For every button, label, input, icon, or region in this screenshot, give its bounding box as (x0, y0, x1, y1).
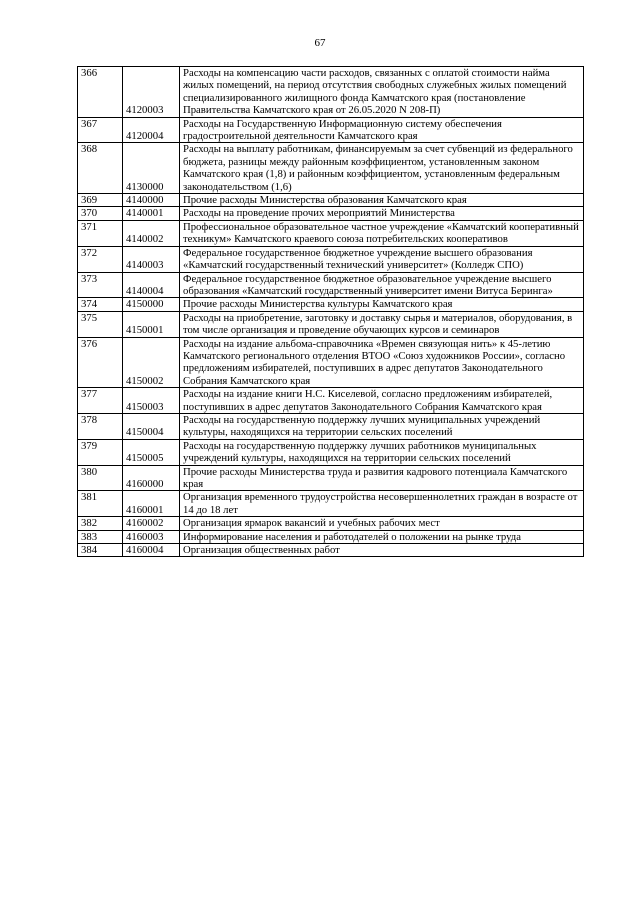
row-number: 379 (78, 439, 123, 465)
row-code: 4160004 (123, 544, 180, 557)
table-row (78, 220, 584, 246)
row-code: 4160000 (123, 465, 180, 491)
table-row (78, 465, 584, 491)
row-number: 367 (78, 117, 123, 143)
row-description: Информирование населения и работодателей о положении на рынке труда (180, 530, 584, 543)
table-body (78, 67, 584, 557)
table-row (78, 67, 584, 118)
row-code: 4130000 (123, 143, 180, 194)
row-number: 373 (78, 272, 123, 298)
row-number: 384 (78, 544, 123, 557)
table-row (78, 517, 584, 530)
row-code: 4120004 (123, 117, 180, 143)
row-description: Прочие расходы Министерства труда и развития кадрового потенциала Камчатского края (180, 465, 584, 491)
row-description: Прочие расходы Министерства культуры Камчатского края (180, 298, 584, 311)
row-code: 4160001 (123, 491, 180, 517)
row-code: 4150002 (123, 337, 180, 388)
table-row (78, 337, 584, 388)
page-number: 67 (314, 37, 326, 49)
row-number: 381 (78, 491, 123, 517)
row-description: Расходы на приобретение, заготовку и доставку сырья и материалов, оборудования, в том числе организация и проведение обучающих курсов и семинаров (180, 311, 584, 337)
budget-codes-table (77, 66, 584, 557)
row-number: 382 (78, 517, 123, 530)
row-code: 4150001 (123, 311, 180, 337)
row-number: 371 (78, 220, 123, 246)
row-code: 4140004 (123, 272, 180, 298)
row-description: Федеральное государственное бюджетное образовательное учреждение высшего образования «Камчатский государственный университет имени Витуса Беринга» (180, 272, 584, 298)
row-description: Федеральное государственное бюджетное учреждение высшего образования «Камчатский государственный технический университет» (Колледж СПО) (180, 246, 584, 272)
row-number: 376 (78, 337, 123, 388)
row-description: Расходы на издание альбома-справочника «Времен связующая нить» к 45-летию Камчатского регионального отделения ВТОО «Союз художников России», согласно предложениям избирателей, поступивших в адрес депутатов Законодательного Собрания Камчатского края (180, 337, 584, 388)
row-number: 377 (78, 388, 123, 414)
row-description: Расходы на издание книги Н.С. Киселевой, согласно предложениям избирателей, поступивших в адрес депутатов Законодательного Собрания Камчатского края (180, 388, 584, 414)
row-code: 4140003 (123, 246, 180, 272)
row-code: 4150005 (123, 439, 180, 465)
row-description: Расходы на государственную поддержку лучших муниципальных учреждений культуры, находящихся на территории сельских поселений (180, 413, 584, 439)
table-row (78, 388, 584, 414)
row-number: 374 (78, 298, 123, 311)
row-code: 4150000 (123, 298, 180, 311)
row-description: Расходы на компенсацию части расходов, связанных с оплатой стоимости найма жилых помещений, на период отсутствия свободных служебных жилых помещений специализированного жилищного фонда Камчатского края (постановление Правительства Камчатского края от 26.05.2020 N 208-П) (180, 67, 584, 118)
row-code: 4150003 (123, 388, 180, 414)
table-row (78, 117, 584, 143)
row-number: 369 (78, 194, 123, 207)
table-row (78, 246, 584, 272)
table-row (78, 298, 584, 311)
row-description: Расходы на выплату работникам, финансируемым за счет субвенций из федерального бюджета, разницы между районным коэффициентом, установленным законом Камчатского края (1,8) и районным коэффициентом, установленным федеральным законодательством (1,6) (180, 143, 584, 194)
row-description: Расходы на государственную поддержку лучших работников муниципальных учреждений культуры, находящихся на территории сельских поселений (180, 439, 584, 465)
table-row (78, 544, 584, 557)
row-number: 375 (78, 311, 123, 337)
row-description: Прочие расходы Министерства образования Камчатского края (180, 194, 584, 207)
row-description: Организация временного трудоустройства несовершеннолетних граждан в возрасте от 14 до 18 лет (180, 491, 584, 517)
row-number: 368 (78, 143, 123, 194)
table-row (78, 413, 584, 439)
row-code: 4120003 (123, 67, 180, 118)
table-row (78, 439, 584, 465)
table-row (78, 272, 584, 298)
row-number: 370 (78, 207, 123, 220)
row-code: 4140001 (123, 207, 180, 220)
table-row (78, 194, 584, 207)
row-number: 372 (78, 246, 123, 272)
row-code: 4140002 (123, 220, 180, 246)
row-description: Расходы на Государственную Информационную систему обеспечения градостроительной деятельности Камчатского края (180, 117, 584, 143)
table-row (78, 491, 584, 517)
row-number: 378 (78, 413, 123, 439)
row-number: 366 (78, 67, 123, 118)
table-row (78, 143, 584, 194)
table-row (78, 311, 584, 337)
row-description: Профессиональное образовательное частное учреждение «Камчатский кооперативный техникум» Камчатского краевого союза потребительских кооперативов (180, 220, 584, 246)
row-code: 4160003 (123, 530, 180, 543)
row-code: 4160002 (123, 517, 180, 530)
row-number: 380 (78, 465, 123, 491)
table-row (78, 530, 584, 543)
row-code: 4140000 (123, 194, 180, 207)
row-number: 383 (78, 530, 123, 543)
table-row (78, 207, 584, 220)
row-description: Организация общественных работ (180, 544, 584, 557)
row-code: 4150004 (123, 413, 180, 439)
row-description: Организация ярмарок вакансий и учебных рабочих мест (180, 517, 584, 530)
row-description: Расходы на проведение прочих мероприятий Министерства (180, 207, 584, 220)
